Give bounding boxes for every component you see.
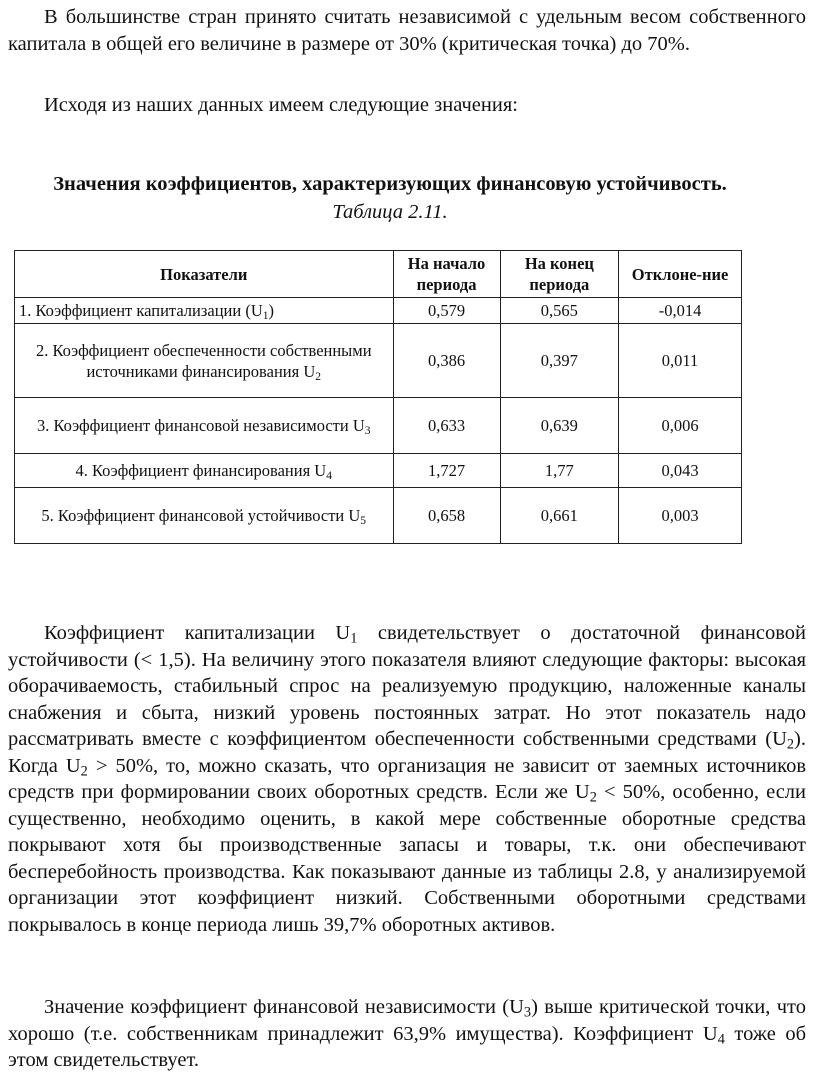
table-header-row	[15, 251, 742, 298]
row-value-start: 1,727	[393, 454, 500, 488]
header-period-end: На конец периода	[500, 251, 619, 298]
row-value-deviation: -0,014	[619, 298, 742, 324]
table-row	[15, 488, 742, 544]
row-value-end: 0,639	[500, 398, 619, 454]
table-row	[15, 398, 742, 454]
table-caption	[40, 170, 740, 226]
row-value-end: 1,77	[500, 454, 619, 488]
row-value-end: 0,397	[500, 324, 619, 398]
row-value-start: 0,658	[393, 488, 500, 544]
financial-stability-table	[14, 250, 742, 544]
table-row	[15, 324, 742, 398]
row-value-deviation: 0,006	[619, 398, 742, 454]
header-period-start: На начало периода	[393, 251, 500, 298]
row-indicator-name: 5. Коэффициент финансовой устойчивости $U_5$	[15, 488, 394, 544]
row-value-end: 0,661	[500, 488, 619, 544]
table-caption-number: Таблица 2.11.	[332, 201, 448, 223]
row-value-start: 0,579	[393, 298, 500, 324]
table-row	[15, 454, 742, 488]
paragraph-independence-analysis: Значение коэффициент финансовой независимости $(U_3)$ выше критической точки, что хорошо (т.е. собственникам принадлежит 63,9% имущества). Коэффициент $U_4$ тоже об этом свидетельствует.	[8, 996, 807, 1071]
row-indicator-name: 1. Коэффициент капитализации $(U_1)$	[15, 298, 394, 324]
paragraph-data-intro: Исходя из наших данных имеем следующие значения:	[44, 94, 518, 116]
row-value-start: 0,386	[393, 324, 500, 398]
table-caption-title: Значения коэффициентов, характеризующих финансовую устойчивость.	[53, 173, 727, 195]
row-indicator-name: 2. Коэффициент обеспеченности собственными источниками финансирования $U_2$	[15, 324, 394, 398]
row-value-deviation: 0,043	[619, 454, 742, 488]
paragraph-independence-threshold: В большинстве стран принято считать независимой с удельным весом собственного капитала в общей его величине в размере от 30% (критическая точка) до 70%.	[8, 6, 806, 55]
row-value-start: 0,633	[393, 398, 500, 454]
table-row	[15, 298, 742, 324]
header-indicators: Показатели	[15, 251, 394, 298]
row-value-end: 0,565	[500, 298, 619, 324]
row-indicator-name: 4. Коэффициент финансирования $U_4$	[15, 454, 394, 488]
row-value-deviation: 0,011	[619, 324, 742, 398]
row-value-deviation: 0,003	[619, 488, 742, 544]
header-deviation: Отклоне-ние	[619, 251, 742, 298]
row-indicator-name: 3. Коэффициент финансовой независимости $U_3$	[15, 398, 394, 454]
paragraph-capitalization-analysis: Коэффициент капитализации $U_1$ свидетельствует о достаточной финансовой устойчивости (< 1,5). На величину этого показателя влияют следующие факторы: высокая оборачиваемость, стабильный спрос на реализуемую продукцию, наложенные каналы снабжения и сбыта, низкий уровень постоянных затрат. Но этот показатель надо рассматривать вместе с коэффициентом обеспеченности собственными средствами $(U_2)$. Когда $U_2 > 50\%$, то, можно сказать, что организация не зависит от заемных источников средств при формировании своих оборотных средств. Если же $U_2 < 50\%$, особенно, если существенно, необходимо оценить, в какой мере собственные оборотные средства покрывают хотя бы производственные запасы и товары, т.к. они обеспечивают бесперебойность производства. Как показывают данные из таблицы 2.8, у анализируемой организации этот коэффициент низкий. Собственными оборотными средствами покрывалось в конце периода лишь 39,7% оборотных активов.	[8, 622, 807, 936]
